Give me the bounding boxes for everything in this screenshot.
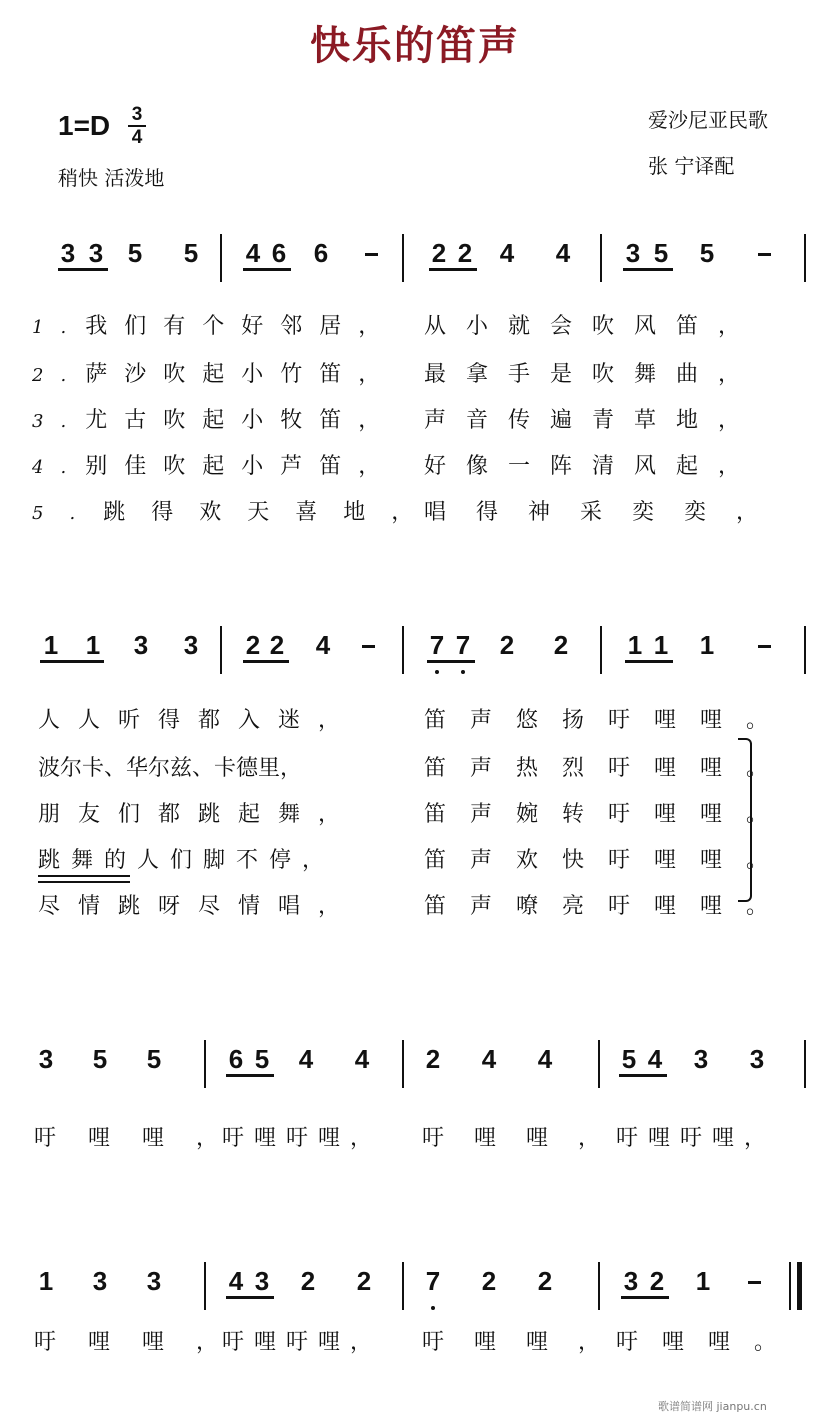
- note: 3: [625, 238, 641, 268]
- note: 2: [649, 1266, 665, 1296]
- refrain-lyric-4: 吁哩吁哩，: [616, 1126, 777, 1151]
- lyric-verse-5a: 5.跳得欢天喜地，: [32, 500, 440, 525]
- note: 4: [245, 238, 261, 268]
- lyric-verse-5b: 唱得神采奕奕，: [424, 500, 789, 525]
- beam: [243, 268, 291, 271]
- note: 4: [315, 630, 331, 660]
- note: 6: [271, 238, 287, 268]
- note: 2: [431, 238, 447, 268]
- note: 3: [92, 1266, 108, 1296]
- chorus-lyric-4a: 跳舞的人们脚不停，: [38, 848, 336, 873]
- low-octave-dot: [435, 670, 439, 674]
- translator-credit: 张 宁译配: [648, 154, 735, 178]
- origin-credit: 爱沙尼亚民歌: [648, 108, 768, 132]
- note-extension-dash: [362, 645, 375, 648]
- note: 5: [621, 1044, 637, 1074]
- beam: [243, 660, 289, 663]
- ending-lyric-4: 吁哩哩。: [616, 1330, 801, 1355]
- note: 4: [537, 1044, 553, 1074]
- lyric-verse-3a: 3.尤古吹起小牧笛，: [32, 408, 398, 433]
- note: 1: [43, 630, 59, 660]
- staff-line-4: [0, 1256, 830, 1316]
- chorus-lyric-4b: 笛声欢快吁哩哩。: [424, 848, 793, 873]
- note-extension-dash: [748, 1281, 761, 1284]
- lyric-verse-4a: 4.别佳吹起小芦笛，: [32, 454, 398, 479]
- note: 5: [127, 238, 143, 268]
- chorus-lyric-1b: 笛声悠扬吁哩哩。: [424, 708, 793, 733]
- beam: [226, 1296, 274, 1299]
- verse-number: 5.: [32, 503, 102, 524]
- staff-line-1: [0, 228, 830, 288]
- lyric-verse-2a: 2.萨沙吹起小竹笛，: [32, 362, 398, 387]
- note: 1: [85, 630, 101, 660]
- note: 1: [38, 1266, 54, 1296]
- note: 4: [647, 1044, 663, 1074]
- time-signature: [126, 104, 148, 148]
- verse-number: 4.: [32, 457, 84, 478]
- low-octave-dot: [431, 1306, 435, 1310]
- note: 7: [425, 1266, 441, 1296]
- time-signature-top: 3: [131, 104, 143, 125]
- beam: [621, 1296, 669, 1299]
- note: 2: [553, 630, 569, 660]
- note: 3: [146, 1266, 162, 1296]
- lyric-verse-2b: 最拿手是吹舞曲，: [424, 362, 761, 387]
- note: 5: [183, 238, 199, 268]
- chorus-lyric-2a: 波尔卡、华尔兹、卡德里，: [38, 756, 303, 781]
- note-extension-dash: [758, 645, 771, 648]
- song-title: 快乐的笛声: [310, 23, 520, 69]
- beam: [619, 1074, 667, 1077]
- note: 5: [699, 238, 715, 268]
- beam: [623, 268, 673, 271]
- note-extension-dash: [758, 253, 771, 256]
- note: 2: [425, 1044, 441, 1074]
- note: 5: [146, 1044, 162, 1074]
- beam: [625, 660, 673, 663]
- note: 7: [429, 630, 445, 660]
- note: 3: [60, 238, 76, 268]
- note: 5: [653, 238, 669, 268]
- verse-number: 3.: [32, 411, 84, 432]
- note: 3: [623, 1266, 639, 1296]
- ending-lyric-1: 吁哩哩，: [34, 1330, 251, 1355]
- lyric-underline: [38, 875, 130, 883]
- note: 6: [228, 1044, 244, 1074]
- note: 3: [38, 1044, 54, 1074]
- note: 2: [481, 1266, 497, 1296]
- note: 5: [92, 1044, 108, 1074]
- staff-line-2: [0, 620, 830, 680]
- note: 1: [653, 630, 669, 660]
- note: 4: [555, 238, 571, 268]
- note: 4: [228, 1266, 244, 1296]
- note: 3: [88, 238, 104, 268]
- note: 1: [627, 630, 643, 660]
- note: 2: [356, 1266, 372, 1296]
- note: 1: [699, 630, 715, 660]
- refrain-lyric-1: 吁哩哩，: [34, 1126, 251, 1151]
- tempo-marking: 稍快 活泼地: [58, 166, 165, 190]
- lyric-verse-1b: 从小就会吹风笛，: [424, 314, 761, 339]
- verse-bracket: [738, 738, 752, 902]
- note: 4: [354, 1044, 370, 1074]
- beam: [58, 268, 108, 271]
- lyric-verse-4b: 好像一阵清风起，: [424, 454, 761, 479]
- chorus-lyric-1a: 人人听得都入迷，: [38, 708, 359, 733]
- chorus-lyric-2b: 笛声热烈吁哩哩。: [424, 756, 793, 781]
- lyric-verse-1a: 1.我们有个好邻居，: [32, 314, 398, 339]
- ending-lyric-2: 吁哩吁哩，: [222, 1330, 383, 1355]
- note: 3: [693, 1044, 709, 1074]
- note: 2: [537, 1266, 553, 1296]
- note: 3: [183, 630, 199, 660]
- note: 2: [457, 238, 473, 268]
- watermark: 歌谱简谱网 jianpu.cn: [658, 1400, 767, 1413]
- note: 3: [254, 1266, 270, 1296]
- beam: [226, 1074, 274, 1077]
- note: 3: [749, 1044, 765, 1074]
- chorus-lyric-5a: 尽情跳呀尽情唱，: [38, 894, 359, 919]
- note: 4: [481, 1044, 497, 1074]
- note: 7: [455, 630, 471, 660]
- ending-lyric-3: 吁哩哩，: [422, 1330, 631, 1355]
- note: 1: [695, 1266, 711, 1296]
- note: 2: [245, 630, 261, 660]
- time-signature-bottom: 4: [131, 127, 143, 148]
- beam: [40, 660, 104, 663]
- beam: [429, 268, 477, 271]
- verse-number: 2.: [32, 365, 84, 386]
- verse-number: 1.: [32, 317, 84, 338]
- note: 3: [133, 630, 149, 660]
- staff-line-3: [0, 1034, 830, 1094]
- note: 4: [298, 1044, 314, 1074]
- note: 5: [254, 1044, 270, 1074]
- low-octave-dot: [461, 670, 465, 674]
- chorus-lyric-5b: 笛声嘹亮吁哩哩。: [424, 894, 793, 919]
- chorus-lyric-3b: 笛声婉转吁哩哩。: [424, 802, 793, 827]
- note: 4: [499, 238, 515, 268]
- note-extension-dash: [365, 253, 378, 256]
- note: 2: [269, 630, 285, 660]
- note: 6: [313, 238, 329, 268]
- refrain-lyric-2: 吁哩吁哩，: [222, 1126, 383, 1151]
- note: 2: [499, 630, 515, 660]
- refrain-lyric-3: 吁哩哩，: [422, 1126, 631, 1151]
- note: 2: [300, 1266, 316, 1296]
- lyric-verse-3b: 声音传遍青草地，: [424, 408, 761, 433]
- key-signature: 1=D: [58, 110, 111, 141]
- chorus-lyric-3a: 朋友们都跳起舞，: [38, 802, 359, 827]
- beam: [427, 660, 475, 663]
